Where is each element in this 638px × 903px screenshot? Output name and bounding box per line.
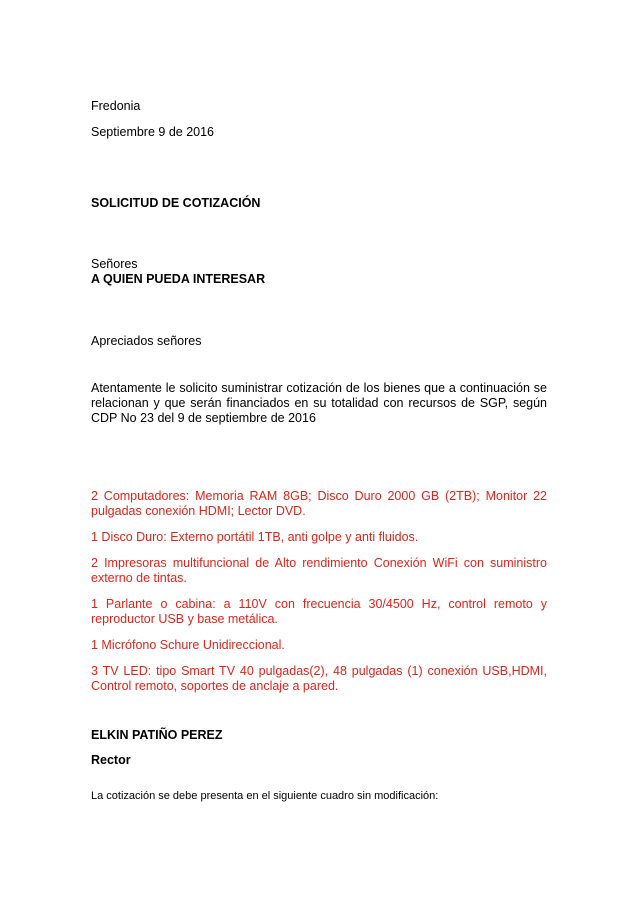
item-tv: 3 TV LED: tipo Smart TV 40 pulgadas(2), 48 pulgadas (1) conexión USB,HDMI, Control remoto, soportes de anclaje a pared.	[91, 664, 547, 693]
addressee-line-1: Señores	[91, 257, 138, 271]
date: Septiembre 9 de 2016	[91, 125, 215, 139]
item-microphone: 1 Micrófono Schure Unidireccional.	[91, 638, 285, 652]
footer-note: La cotización se debe presenta en el siguiente cuadro sin modificación:	[91, 790, 439, 802]
greeting: Apreciados señores	[91, 334, 202, 348]
signer-title: Rector	[91, 753, 131, 767]
city: Fredonia	[91, 99, 141, 113]
item-printers: 2 Impresoras multifuncional de Alto rendimiento Conexión WiFi con suministro externo de tintas.	[91, 556, 547, 585]
item-hard-drive: 1 Disco Duro: Externo portátil 1TB, anti golpe y anti fluidos.	[91, 530, 419, 544]
subject-heading: SOLICITUD DE COTIZACIÓN	[91, 196, 261, 210]
intro-paragraph: Atentamente le solicito suministrar cotización de los bienes que a continuación se relacionan y que serán financiados en su totalidad con recursos de SGP, según CDP No 23 del 9 de septiembre de 2016	[91, 381, 547, 425]
addressee-line-2: A QUIEN PUEDA INTERESAR	[91, 272, 266, 286]
signer-name: ELKIN PATIÑO PEREZ	[91, 728, 223, 742]
item-computers: 2 Computadores: Memoria RAM 8GB; Disco Duro 2000 GB (2TB); Monitor 22 pulgadas conexión HDMI; Lector DVD.	[91, 489, 547, 518]
item-speaker: 1 Parlante o cabina: a 110V con frecuencia 30/4500 Hz, control remoto y reproductor USB y base metálica.	[91, 597, 547, 626]
